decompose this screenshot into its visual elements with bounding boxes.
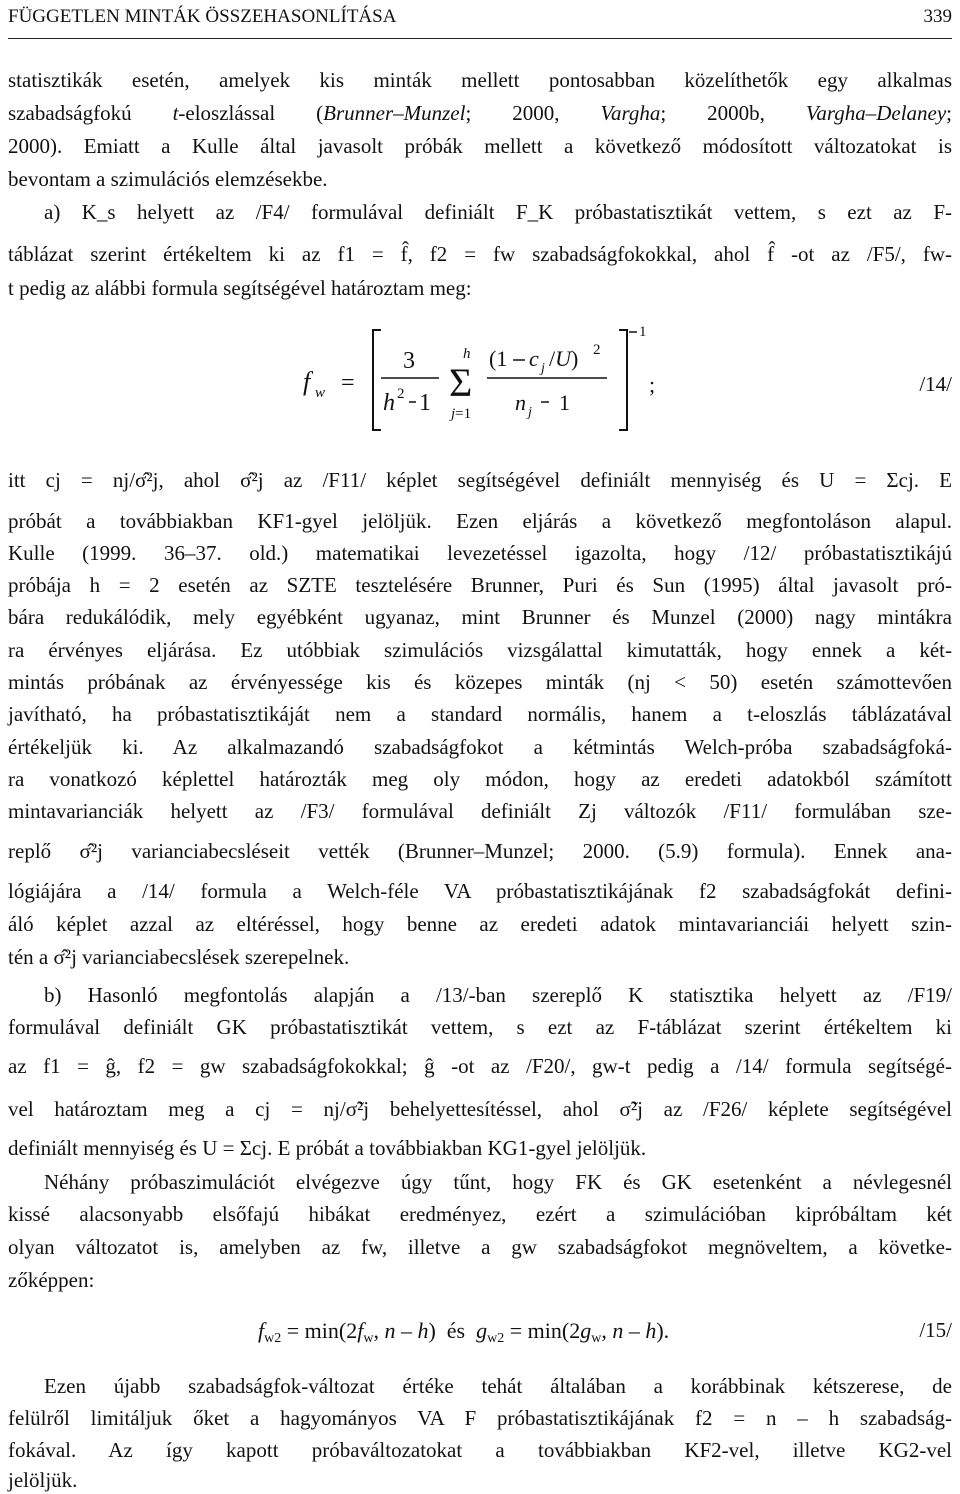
text-line: az f1 = ĝ, f2 = gw szabadságfokokkal; ĝ -ot az /F20/, gw-t pedig a /14/ formula segítségé- bbox=[8, 1054, 952, 1078]
text-line: fokával. Az így kapott próbaváltozatokat a továbbiakban KF2-vel, illetve KG2-vel bbox=[8, 1438, 952, 1462]
text-line: értékeljük ki. Az alkalmazandó szabadságfokot a kétmintás Welch-próba szabadságfoká- bbox=[8, 735, 952, 759]
svg-text:h: h bbox=[463, 346, 471, 362]
text-line: formulával definiált GK próbastatisztikát vettem, s ezt az F-táblázat szerint értékeltem ki bbox=[8, 1015, 952, 1039]
running-header bbox=[8, 0, 952, 39]
text-line: javítható, ha próbastatisztikáját nem a standard normális, hanem a t-eloszlás táblázatával bbox=[8, 702, 952, 726]
svg-text:1: 1 bbox=[639, 324, 647, 340]
text-line: ra vonatkozó képlettel határozták meg oly módon, hogy az eredeti adatokból számított bbox=[8, 767, 952, 791]
text-line: próbája h = 2 esetén az SZTE tesztelésére Brunner, Puri és Sun (1995) által javasolt pró- bbox=[8, 573, 952, 597]
text-line: Néhány próbaszimulációt elvégezve úgy tűnt, hogy FK és GK esetenként a névlegesnél bbox=[44, 1170, 952, 1194]
svg-text:c: c bbox=[529, 346, 539, 371]
equation-number: /15/ bbox=[919, 1318, 952, 1342]
svg-text:f: f bbox=[303, 367, 311, 396]
svg-text:w: w bbox=[315, 385, 326, 401]
text-line: mintás próbának az érvényessége kis és közepes minták (nj < 50) esetén számottevően bbox=[8, 670, 952, 694]
text-line: bevontam a szimulációs elemzésekbe. bbox=[8, 167, 328, 191]
text-line: itt cj = nj/σ̂²j, ahol σ̂²j az /F11/ képlet segítségével definiált mennyiség és U = Σcj. E bbox=[8, 468, 952, 492]
text-line: statisztikák esetén, amelyek kis minták mellett pontosabban közelíthetők egy alkalmas bbox=[8, 68, 952, 92]
svg-text:1: 1 bbox=[559, 390, 570, 415]
text-line: ra érvényes eljárása. Ez utóbbiak szimulációs vizsgálattal kimutatták, hogy ennek a két- bbox=[8, 638, 952, 662]
svg-text:(1: (1 bbox=[489, 346, 508, 371]
text-line: a) K_s helyett az /F4/ formulával definiált F_K próbastatisztikát vettem, s ezt az F- bbox=[44, 200, 952, 224]
svg-text:n: n bbox=[515, 390, 526, 415]
svg-text:j=1: j=1 bbox=[451, 406, 472, 422]
formula-14 bbox=[303, 320, 663, 440]
svg-text:1: 1 bbox=[419, 390, 431, 416]
text-line: jelöljük. bbox=[8, 1468, 78, 1492]
formula-15: $f_{w2} = \min(2f_w$, n – h) és $g_{w2} = \min(2g_w$, n – h). bbox=[258, 1318, 670, 1346]
text-line: replő σ̂²j varianciabecsléseit vették (Brunner–Munzel; 2000. (5.9) formula). Ennek ana- bbox=[8, 839, 952, 863]
text-line: mintavarianciák helyett az /F3/ formulával definiált Zj változók /F11/ formulában sze- bbox=[8, 799, 952, 823]
text-line: táblázat szerint értékeltem ki az f1 = f̂, f2 = fw szabadságfokokkal, ahol f̂ -ot az /F5/, fw- bbox=[8, 242, 952, 266]
svg-text:=: = bbox=[341, 370, 355, 396]
text-line: próbát a továbbiakban KF1-gyel jelöljük. Ezen eljárás a következő megfontoláson alapul. bbox=[8, 509, 952, 533]
text-line: bára redukálódik, mely egyébként ugyanaz, mint Brunner és Munzel (2000) nagy mintákra bbox=[8, 605, 952, 629]
svg-text:2: 2 bbox=[397, 386, 405, 402]
svg-text:j: j bbox=[528, 405, 532, 420]
text-line: szabadságfokú t-eloszlással (Brunner–Munzel; 2000, Vargha; 2000b, Vargha–Delaney; bbox=[8, 101, 953, 125]
text-line: kissé alacsonyabb elsőfajú hibákat eredményez, ezért a szimulációban kipróbáltam két bbox=[8, 1202, 952, 1226]
svg-text:3: 3 bbox=[403, 348, 415, 374]
text-line: Kulle (1999. 36–37. old.) matematikai levezetéssel igazolta, hogy /12/ próbastatisztikájú bbox=[8, 541, 952, 565]
text-line: definiált mennyiség és U = Σcj. E próbát a továbbiakban KG1-gyel jelöljük. bbox=[8, 1136, 647, 1160]
text-line: felülről limitáljuk őket a hagyományos VA F próbastatisztikájának f2 = n – h szabadság- bbox=[8, 1406, 952, 1430]
running-title: FÜGGETLEN MINTÁK ÖSSZEHASONLÍTÁSA bbox=[8, 6, 397, 27]
text-line: 2000). Emiatt a Kulle által javasolt próbák mellett a következő módosított változatokat is bbox=[8, 134, 952, 158]
svg-text:h: h bbox=[383, 390, 395, 416]
equation-number: /14/ bbox=[919, 372, 952, 396]
text-line: zőképpen: bbox=[8, 1268, 95, 1292]
svg-text:2: 2 bbox=[593, 342, 601, 358]
text-line: Ezen újabb szabadságfok-változat értéke tehát általában a korábbinak kétszerese, de bbox=[44, 1374, 952, 1398]
text-line: olyan változatot is, amelyben az fw, illetve a gw szabadságfokot megnöveltem, a követke- bbox=[8, 1235, 952, 1259]
text-line: vel határoztam meg a cj = nj/σ̃²j behelyettesítéssel, ahol σ̃²j az /F26/ képlete segítségével bbox=[8, 1097, 952, 1121]
page-number: 339 bbox=[923, 6, 952, 27]
page bbox=[8, 0, 953, 1492]
svg-text:Σ: Σ bbox=[449, 360, 473, 405]
text-line: t pedig az alábbi formula segítségével határoztam meg: bbox=[8, 276, 472, 300]
text-line: lógiájára a /14/ formula a Welch-féle VA próbastatisztikájának f2 szabadságfokát defini- bbox=[8, 879, 952, 903]
svg-text:j: j bbox=[541, 361, 545, 376]
text-line: áló képlet azzal az eltéréssel, hogy benne az eredeti adatok mintavarianciái helyett szin- bbox=[8, 912, 952, 936]
text-line: tén a σ̂²j varianciabecslések szerepelnek. bbox=[8, 945, 350, 969]
text-line: b) Hasonló megfontolás alapján a /13/-ban szereplő K statisztika helyett az /F19/ bbox=[44, 983, 952, 1007]
svg-text:/U): /U) bbox=[549, 346, 579, 371]
svg-text:;: ; bbox=[649, 372, 656, 397]
